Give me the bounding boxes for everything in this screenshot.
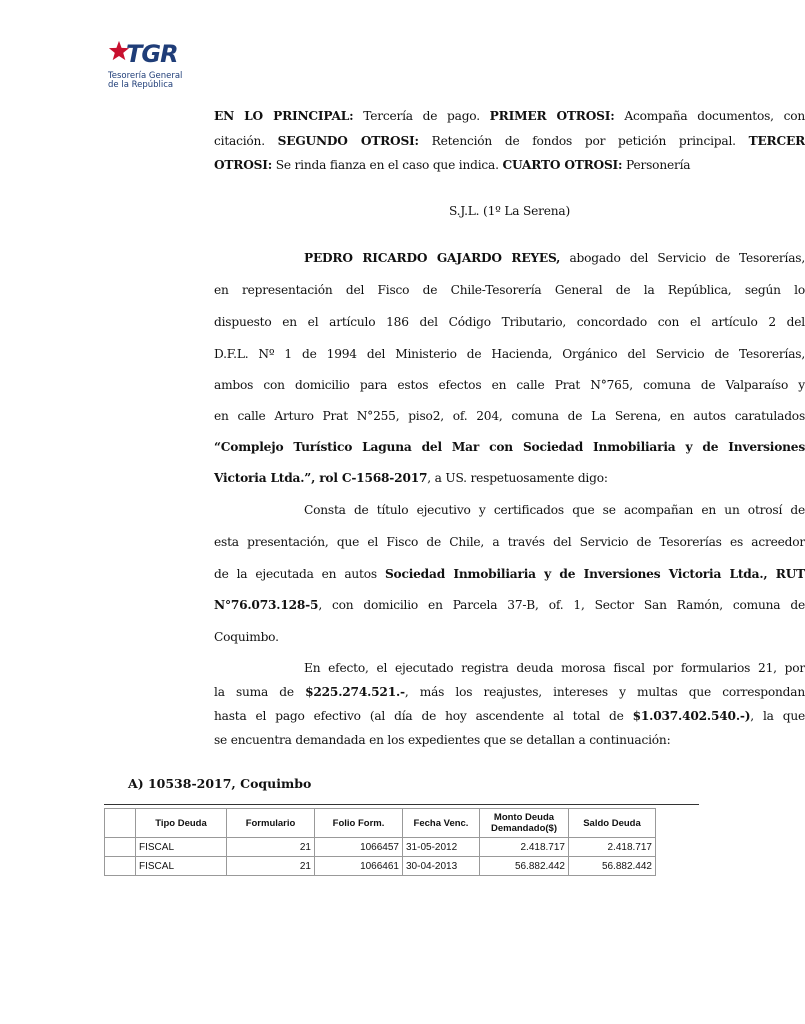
table-header-cell: Monto Deuda Demandado($) [480,809,569,838]
table-header-cell: Formulario [227,809,315,838]
table-header-blank [105,809,136,838]
table-cell: 31-05-2012 [403,838,480,857]
table-cell: 21 [227,857,315,876]
header-line-1: EN LO PRINCIPAL: Tercería de pago. PRIMER OTROSI: Acompaña documentos, con [214,109,805,123]
body2-line-2: esta presentación, que el Fisco de Chile, a través del Servicio de Tesorerías es acreedor [214,535,805,549]
table-row-blank [105,857,136,876]
body2-line-3: de la ejecutada en autos Sociedad Inmobiliaria y de Inversiones Victoria Ltda., RUT [214,567,805,581]
table-header-cell: Tipo Deuda [136,809,227,838]
tgr-logo [108,40,208,88]
table-row [105,857,656,876]
debt-table [104,808,656,876]
logo-subtitle-line2: de la República [108,80,174,90]
table-row-blank [105,838,136,857]
header-line-3: OTROSI: Se rinda fianza en el caso que indica. CUARTO OTROSI: Personería [214,158,691,172]
body2-line-4: N°76.073.128-5, con domicilio en Parcela 37-B, of. 1, Sector San Ramón, comuna de [214,598,805,612]
table-cell: 1066457 [315,838,403,857]
table-cell: 2.418.717 [480,838,569,857]
body1-line-4: D.F.L. Nº 1 de 1994 del Ministerio de Hacienda, Orgánico del Servicio de Tesorerías, [214,347,805,361]
table-cell: FISCAL [136,838,227,857]
body3-line-1: En efecto, el ejecutado registra deuda morosa fiscal por formularios 21, por [304,661,805,675]
table-header-cell: Saldo Deuda [569,809,656,838]
body1-line-8: Victoria Ltda.”, rol C-1568-2017, a US. respetuosamente digo: [214,471,608,485]
table-cell: 56.882.442 [480,857,569,876]
table-cell: 56.882.442 [569,857,656,876]
table-cell: FISCAL [136,857,227,876]
body1-line-2: en representación del Fisco de Chile-Tesorería General de la República, según lo [214,283,805,297]
body2-line-1: Consta de título ejecutivo y certificados que se acompañan en un otrosí de [304,503,805,517]
table-row [105,838,656,857]
body3-line-2: la suma de $225.274.521.-, más los reajustes, intereses y multas que correspondan [214,685,805,699]
header-line-2: citación. SEGUNDO OTROSI: Retención de fondos por petición principal. TERCER [214,134,805,148]
body3-line-4: se encuentra demandada en los expedientes que se detallan a continuación: [214,733,671,747]
table-header-row [105,809,656,838]
body1-line-3: dispuesto en el artículo 186 del Código Tributario, concordado con el artículo 2 del [214,315,805,329]
table-cell: 2.418.717 [569,838,656,857]
logo-subtitle-line1: Tesorería General [108,71,183,81]
body2-line-5: Coquimbo. [214,630,279,644]
section-divider [104,804,699,805]
table-cell: 1066461 [315,857,403,876]
body3-line-3: hasta el pago efectivo (al día de hoy ascendente al total de $1.037.402.540.-), la que [214,709,805,723]
body1-line-6: en calle Arturo Prat N°255, piso2, of. 204, comuna de La Serena, en autos caratulados [214,409,805,423]
table-cell: 21 [227,838,315,857]
table-cell: 30-04-2013 [403,857,480,876]
body1-line-1: PEDRO RICARDO GAJARDO REYES, abogado del Servicio de Tesorerías, [304,251,805,265]
logo-wordmark: TGR [126,40,178,68]
section-title: A) 10538-2017, Coquimbo [128,776,312,791]
body1-line-5: ambos con domicilio para estos efectos en calle Prat N°765, comuna de Valparaíso y [214,378,805,392]
table-header-cell: Folio Form. [315,809,403,838]
body1-line-7: “Complejo Turístico Laguna del Mar con Sociedad Inmobiliaria y de Inversiones [214,440,805,454]
table-header-cell: Fecha Venc. [403,809,480,838]
